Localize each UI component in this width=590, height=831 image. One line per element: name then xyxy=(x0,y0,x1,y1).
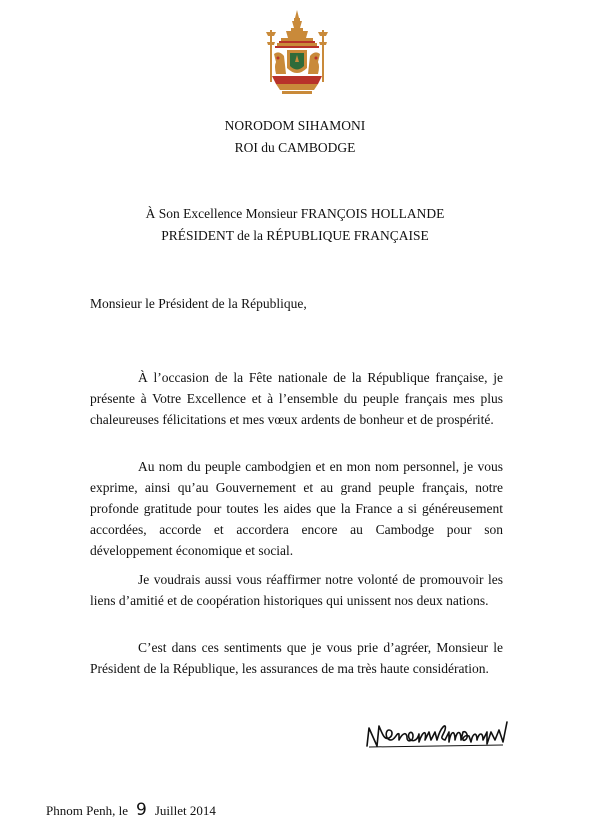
body-paragraph: À l’occasion de la Fête nationale de la République française, je présente à Votre Excellence et à l’ensemble du peuple français mes plus chaleureuses félicitations et mes vœux ardents de bonheur et de prospérité. xyxy=(90,370,503,427)
body-paragraph: Je voudrais aussi vous réaffirmer notre volonté de promouvoir les liens d’amitié et de coopération historiques qui unissent nos deux nations. xyxy=(90,572,503,608)
addressee-line-1: À Son Excellence Monsieur FRANÇOIS HOLLANDE xyxy=(145,206,445,221)
sender-name: NORODOM SIHAMONI xyxy=(224,118,366,133)
royal-coat-of-arms-icon xyxy=(262,8,332,100)
date-month-year: Juillet 2014 xyxy=(154,803,216,818)
date-line xyxy=(46,800,216,820)
salutation: Monsieur le Président de la République, xyxy=(90,296,307,311)
body-paragraph: C’est dans ces sentiments que je vous prie d’agréer, Monsieur le Président de la République, les assurances de ma très haute considération. xyxy=(90,640,503,676)
sender-title: ROI du CAMBODGE xyxy=(234,140,356,155)
date-day: 9 xyxy=(135,800,147,820)
handwritten-signature xyxy=(363,716,513,752)
date-place: Phnom Penh, le xyxy=(46,803,128,818)
addressee-line-2: PRÉSIDENT de la RÉPUBLIQUE FRANÇAISE xyxy=(161,228,429,243)
body-paragraph: Au nom du peuple cambodgien et en mon nom personnel, je vous exprime, ainsi qu’au Gouvernement et au grand peuple français, notre profonde gratitude pour toutes les aides que la France a si généreusement accordées, accorde et accordera encore au Cambodge pour son développement économique et social. xyxy=(90,459,503,558)
